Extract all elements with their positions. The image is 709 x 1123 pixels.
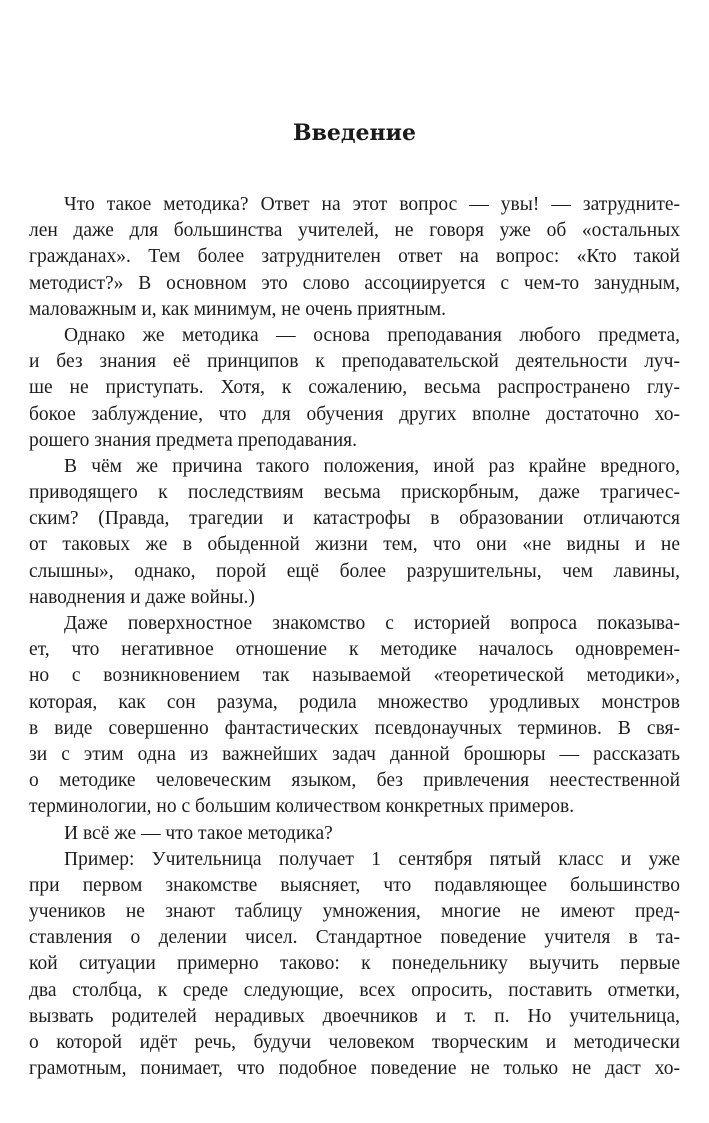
text-line: маловажным и, как минимум, не очень приятным. (29, 298, 447, 320)
text-line: Пример: Учительница получает 1 сентября пятый класс и уже (64, 848, 680, 870)
text-line: зи с этим одна из важнейших задач данной брошюры — рассказать (29, 743, 680, 765)
text-line: гражданах». Тем более затруднителен ответ на вопрос: «Кто такой (29, 246, 680, 268)
text-line: приводящего к последствиям весьма прискорбным, даже трагичес- (29, 482, 680, 504)
text-line: ским? (Правда, трагедии и катастрофы в образовании отличаются (29, 508, 680, 530)
text-line: ет, что негативное отношение к методике началось одновремен- (29, 639, 680, 661)
text-line: и без знания её принципов к преподавательской деятельности луч- (29, 351, 680, 373)
text-line: о методике человеческим языком, без привлечения неестественной (29, 770, 680, 792)
text-line: при первом знакомстве выясняет, что подавляющее большинство (29, 874, 680, 896)
text-line: слышны», однако, порой ещё более разрушительны, чем лавины, (29, 560, 680, 582)
text-line: от таковых же в обыденной жизни тем, что они «не видны и не (29, 534, 680, 556)
text-line: ше не приступать. Хотя, к сожалению, весьма распространено глу- (29, 377, 680, 399)
text-line: в виде совершенно фантастических псевдонаучных терминов. В свя- (29, 717, 680, 739)
page-title: Введение (293, 120, 416, 146)
text-line: учеников не знают таблицу умножения, многие не имеют пред- (29, 901, 680, 923)
text-line: лен даже для большинства учителей, не говоря уже об «остальных (29, 220, 680, 242)
text-line: В чём же причина такого положения, иной раз крайне вредного, (64, 455, 680, 477)
text-line: о которой идёт речь, будучи человеком творческим и методически (29, 1032, 680, 1053)
text-line: ставления о делении чисел. Стандартное поведение учителя в та- (29, 927, 680, 949)
text-line: Однако же методика — основа преподавания любого предмета, (64, 324, 680, 346)
text-line: которая, как сон разума, родила множество уродливых монстров (29, 691, 680, 713)
text-line: Что такое методика? Ответ на этот вопрос — увы! — затрудните- (64, 194, 680, 215)
text-line: бокое заблуждение, что для обучения других вполне достаточно хо- (29, 403, 680, 425)
text-line: вызвать родителей нерадивых двоечников и т. п. Но учительница, (29, 1005, 680, 1027)
text-line: грамотным, понимает, что подобное поведение не только не даст хо- (29, 1058, 680, 1080)
text-line: но с возникновением так называемой «теоретической методики», (29, 665, 680, 687)
text-line: И всё же — что такое методика? (64, 822, 333, 844)
text-line: Даже поверхностное знакомство с историей вопроса показыва- (64, 613, 680, 634)
body-text (29, 192, 680, 1082)
text-line: терминологии, но с большим количеством конкретных примеров. (29, 796, 575, 818)
text-line: два столбца, к среде следующие, всех опросить, поставить отметки, (29, 979, 680, 1001)
text-line: наводнения и даже войны.) (29, 586, 255, 608)
text-line: кой ситуации примерно таково: к понедельнику выучить первые (29, 953, 680, 975)
text-line: методист?» В основном это слово ассоциируется с чем-то занудным, (29, 272, 680, 294)
text-line: рошего знания предмета преподавания. (29, 429, 357, 451)
